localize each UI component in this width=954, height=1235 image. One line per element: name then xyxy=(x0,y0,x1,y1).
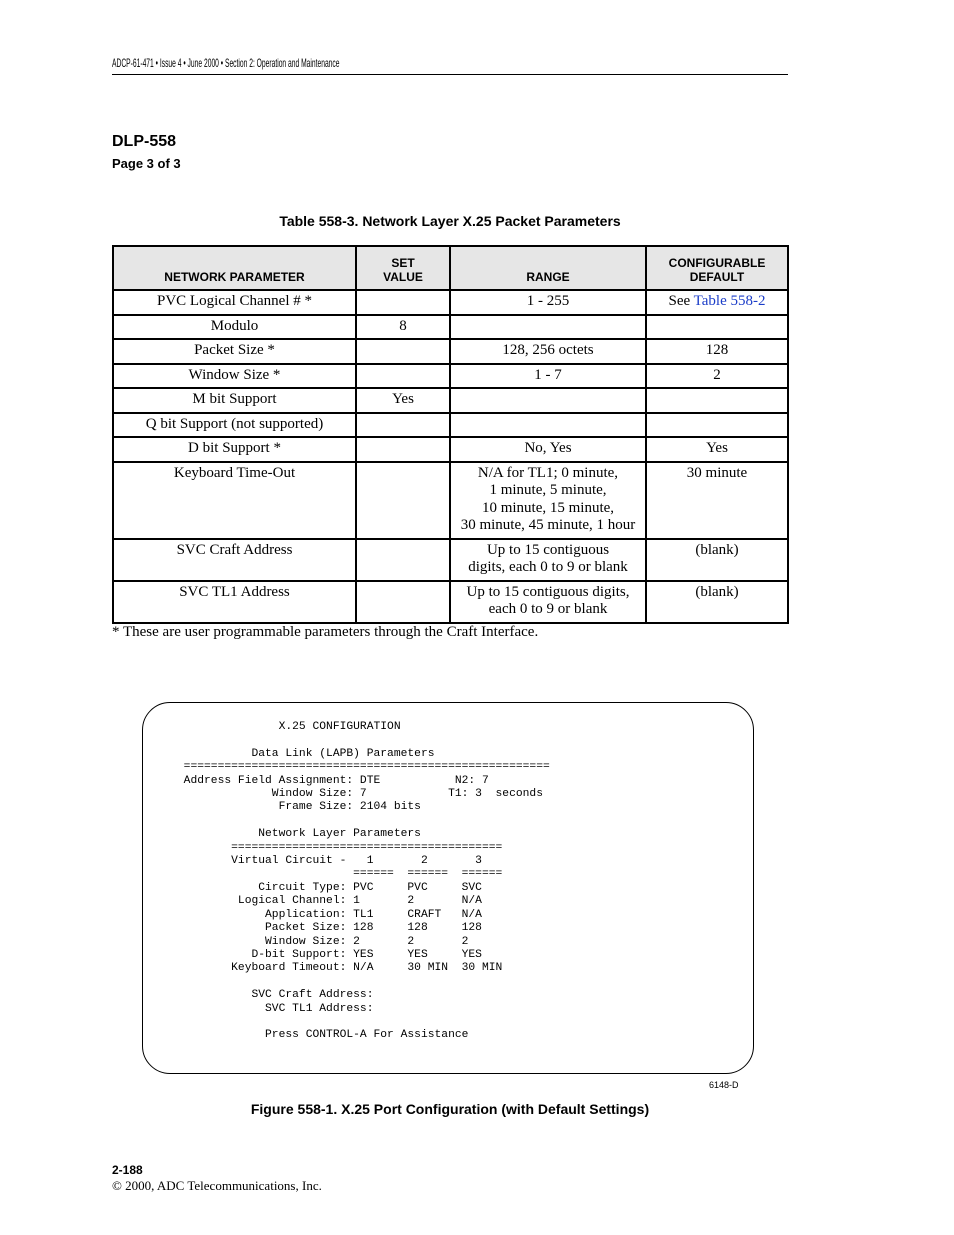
cell-range xyxy=(450,388,646,413)
terminal-line: Address Field Assignment: DTE N2: 7 xyxy=(143,774,489,787)
terminal-screen xyxy=(142,702,754,1074)
cell-parameter: SVC TL1 Address xyxy=(113,581,356,623)
cell-configurable-default: 128 xyxy=(646,339,788,364)
terminal-line: ======================================== xyxy=(143,841,503,854)
cell-configurable-default: 2 xyxy=(646,364,788,389)
terminal-line: Data Link (LAPB) Parameters xyxy=(143,747,435,760)
cell-parameter: Modulo xyxy=(113,315,356,340)
cell-range: 1 - 255 xyxy=(450,290,646,315)
terminal-line: Virtual Circuit - 1 2 3 xyxy=(143,855,482,868)
terminal-line xyxy=(143,976,753,989)
terminal-line: Keyboard Timeout: N/A 30 MIN 30 MIN xyxy=(143,962,503,975)
cell-parameter: D bit Support * xyxy=(113,437,356,462)
table-row xyxy=(113,290,788,315)
cell-range-line: N/A for TL1; 0 minute, xyxy=(477,464,619,481)
cell-set-value xyxy=(356,413,450,438)
cell-parameter: M bit Support xyxy=(113,388,356,413)
cell-range-line: 1 minute, 5 minute, xyxy=(489,482,607,498)
cell-range xyxy=(450,581,646,623)
cell-configurable-default: Yes xyxy=(646,437,788,462)
header-default-text: CONFIGURABLE DEFAULT xyxy=(668,256,766,284)
cell-set-value xyxy=(356,539,450,581)
terminal-line: SVC Craft Address: xyxy=(143,989,374,1002)
cell-set-value xyxy=(356,290,450,315)
table-row xyxy=(113,339,788,364)
cell-range xyxy=(450,462,646,539)
cell-configurable-default: 30 minute xyxy=(646,462,788,539)
terminal-line xyxy=(143,815,753,828)
cell-set-value: 8 xyxy=(356,315,450,340)
cell-set-value: Yes xyxy=(356,388,450,413)
default-prefix: See xyxy=(668,293,694,309)
terminal-line: Press CONTROL-A For Assistance xyxy=(143,1029,469,1042)
cell-configurable-default xyxy=(646,315,788,340)
terminal-line: Application: TL1 CRAFT N/A xyxy=(143,908,482,921)
cell-set-value xyxy=(356,437,450,462)
dlp-page-indicator: Page 3 of 3 xyxy=(112,156,181,171)
table-header-row xyxy=(113,246,788,290)
table-row xyxy=(113,413,788,438)
copyright: © 2000, ADC Telecommunications, Inc. xyxy=(112,1178,322,1193)
cell-parameter: Window Size * xyxy=(113,364,356,389)
table-caption: Table 558-3. Network Layer X.25 Packet Parameters xyxy=(279,213,621,229)
table-row xyxy=(113,437,788,462)
dlp-title: DLP-558 xyxy=(112,133,177,150)
terminal-line: X.25 CONFIGURATION xyxy=(143,721,401,733)
figure-id: 6148-D xyxy=(709,1080,739,1090)
cell-range: No, Yes xyxy=(450,437,646,462)
terminal-line: Window Size: 2 2 2 xyxy=(143,935,469,948)
terminal-line: SVC TL1 Address: xyxy=(143,1002,374,1015)
cell-set-value xyxy=(356,581,450,623)
cell-range-line: digits, each 0 to 9 or blank xyxy=(468,559,628,575)
page-header: ADCP-61-471 • Issue 4 • June 2000 • Section 2: Operation and Maintenance xyxy=(112,56,340,70)
cell-range-line: Up to 15 contiguous xyxy=(486,541,610,558)
cell-range-line: Up to 15 contiguous digits, xyxy=(466,583,630,600)
cell-parameter: Packet Size * xyxy=(113,339,356,364)
terminal-line xyxy=(143,734,753,747)
parameters-table xyxy=(112,245,789,624)
cell-range-line: 10 minute, 15 minute, xyxy=(481,499,615,516)
cell-range: 1 - 7 xyxy=(450,364,646,389)
header-rule xyxy=(112,74,788,75)
cell-range xyxy=(450,539,646,581)
cell-set-value xyxy=(356,339,450,364)
table-footnote: * These are user programmable parameters through the Craft Interface. xyxy=(112,624,539,640)
page-number: 2-188 xyxy=(112,1163,143,1177)
cell-range xyxy=(450,315,646,340)
header-set-value-text: SET VALUE xyxy=(383,256,423,284)
table-558-2-link[interactable]: Table 558-2 xyxy=(693,293,766,309)
figure-caption: Figure 558-1. X.25 Port Configuration (with Default Settings) xyxy=(250,1101,650,1117)
terminal-line: Frame Size: 2104 bits xyxy=(143,801,421,814)
terminal-line: Logical Channel: 1 2 N/A xyxy=(143,895,482,908)
terminal-line: Network Layer Parameters xyxy=(143,828,421,841)
header-range: RANGE xyxy=(450,246,646,290)
terminal-line: D-bit Support: YES YES YES xyxy=(143,948,482,961)
table-row xyxy=(113,315,788,340)
cell-parameter: Keyboard Time-Out xyxy=(113,462,356,539)
cell-parameter: PVC Logical Channel # * xyxy=(113,290,356,315)
table-row xyxy=(113,388,788,413)
cell-configurable-default xyxy=(646,388,788,413)
cell-set-value xyxy=(356,364,450,389)
table-row xyxy=(113,539,788,581)
cell-configurable-default xyxy=(646,413,788,438)
terminal-screen-text xyxy=(143,721,753,1043)
cell-range xyxy=(450,413,646,438)
cell-configurable-default: (blank) xyxy=(646,539,788,581)
cell-range-line: 30 minute, 45 minute, 1 hour xyxy=(460,517,636,533)
cell-configurable-default: (blank) xyxy=(646,581,788,623)
terminal-line xyxy=(143,1016,753,1029)
terminal-line: ====== ====== ====== xyxy=(143,868,503,881)
header-network-parameter: NETWORK PARAMETER xyxy=(113,246,356,290)
cell-parameter: SVC Craft Address xyxy=(113,539,356,581)
table-row xyxy=(113,364,788,389)
table-body xyxy=(113,290,788,623)
cell-configurable-default xyxy=(646,290,788,315)
cell-set-value xyxy=(356,462,450,539)
cell-range-line: each 0 to 9 or blank xyxy=(488,601,608,617)
terminal-line: Circuit Type: PVC PVC SVC xyxy=(143,881,482,894)
header-configurable-default xyxy=(646,246,788,290)
cell-range: 128, 256 octets xyxy=(450,339,646,364)
terminal-line: Packet Size: 128 128 128 xyxy=(143,922,482,935)
table-row xyxy=(113,462,788,539)
header-set-value xyxy=(356,246,450,290)
terminal-line: Window Size: 7 T1: 3 seconds xyxy=(143,788,543,801)
table-row xyxy=(113,581,788,623)
terminal-line: ====================================================== xyxy=(143,761,550,774)
cell-parameter: Q bit Support (not supported) xyxy=(113,413,356,438)
